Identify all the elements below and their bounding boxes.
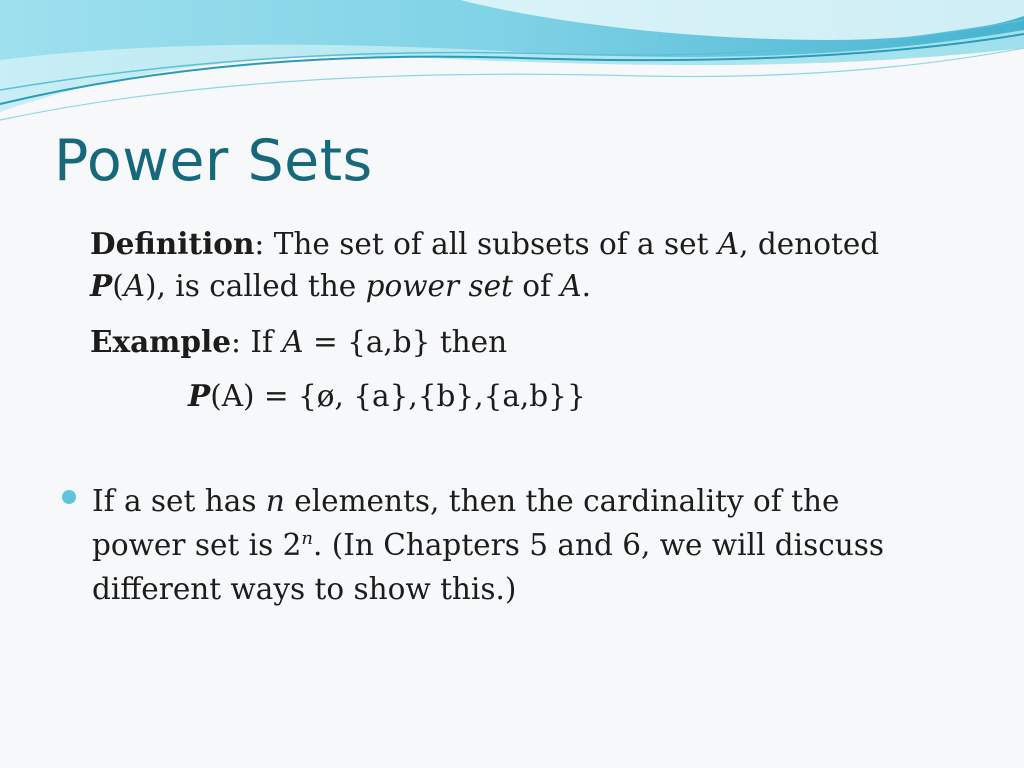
definition-var-a-2: A (123, 269, 146, 303)
example-result: (A) = {ø, {a},{b},{a,b}} (210, 379, 586, 413)
example-line-1 (90, 324, 507, 360)
definition-var-a: A (717, 227, 740, 261)
definition-text-1: : The set of all subsets of a set (254, 227, 718, 261)
example-text-1: : If (231, 325, 283, 359)
definition-label: Definition (90, 226, 255, 261)
bullet-line-1 (92, 484, 839, 519)
bullet-var-n: n (265, 484, 285, 518)
example-label: Example (90, 324, 232, 359)
bullet-line-2 (92, 528, 884, 563)
definition-text-2: , denoted (739, 227, 880, 261)
definition-text-4: of (512, 269, 561, 303)
bullet-text-2: elements, then the cardinality of the (284, 484, 840, 518)
example-text-2: = {a,b} then (303, 325, 508, 359)
powerset-symbol: P (90, 268, 113, 303)
definition-text-3: , is called the (156, 269, 366, 303)
bullet-dot (62, 490, 76, 504)
definition-var-a-3: A (560, 269, 582, 303)
bullet-text-5: different ways to show this.) (92, 572, 517, 606)
bullet-text-4: . (In Chapters 5 and 6, we will discuss (312, 528, 885, 562)
example-var-a: A (282, 325, 304, 359)
bullet-text-1: If a set has (92, 484, 266, 518)
definition-line-1 (90, 226, 879, 262)
example-powerset-symbol: P (188, 378, 211, 413)
definition-line-2 (90, 268, 591, 304)
bullet-line-3 (92, 572, 516, 607)
bullet-exponent: n (301, 528, 313, 550)
example-line-2 (188, 378, 586, 414)
bullet-text-3: power set is 2 (92, 528, 302, 562)
paren-close: ) (145, 269, 157, 303)
definition-term: power set (365, 269, 513, 303)
definition-text-5: . (581, 269, 592, 303)
paren-open: ( (112, 269, 124, 303)
slide-title: Power Sets (54, 128, 373, 194)
